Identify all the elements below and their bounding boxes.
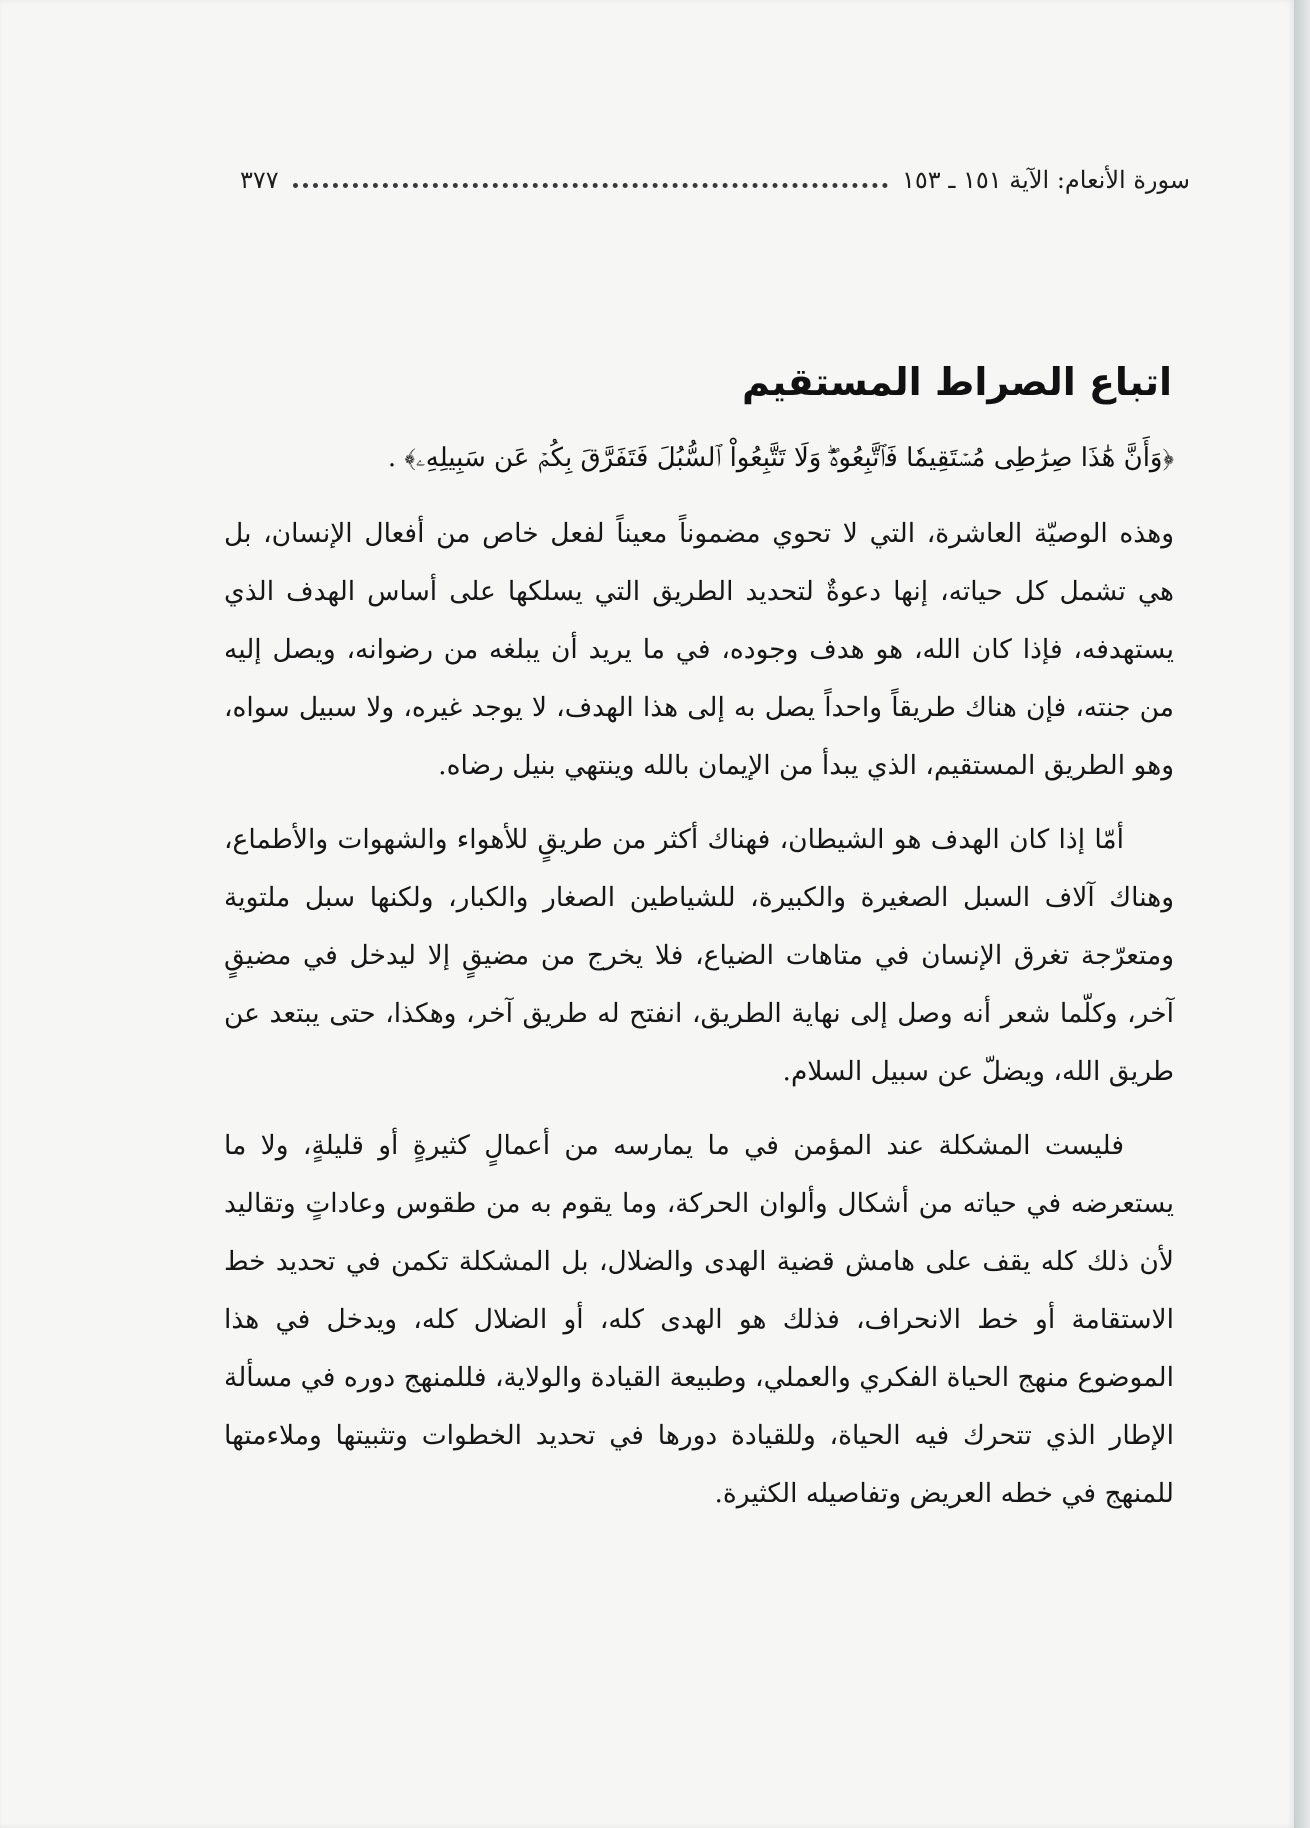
surah-title: سورة الأنعام: الآية ١٥١ ـ ١٥٣ (902, 166, 1190, 194)
scan-edge (1294, 0, 1310, 1828)
leader-dots (293, 181, 888, 188)
page-number: ٣٧٧ (240, 166, 279, 194)
paragraph-2: أمّا إذا كان الهدف هو الشيطان، فهناك أكثر من طريقٍ للأهواء والشهوات والأطماع، وهناك آلاف السبل الصغيرة والكبيرة، للشياطين الصغار والكبار، ولكنها سبل ملتوية ومتعرّجة تغرق الإنسان في متاهات الضياع، فلا يخرج من مضيقٍ إلا ليدخل في مضيقٍ آخر، وكلّما شعر أنه وصل إلى نهاية الطريق، انفتح له طريق آخر، وهكذا، حتى يبتعد عن طريق الله، ويضلّ عن سبيل السلام. (224, 824, 1174, 1087)
paragraph-3: فليست المشكلة عند المؤمن في ما يمارسه من أعمالٍ كثيرةٍ أو قليلةٍ، ولا ما يستعرضه في حياته من أشكال وألوان الحركة، وما يقوم به من طقوس وعاداتٍ وتقاليد لأن ذلك كله يقف على هامش قضية الهدى والضلال، بل المشكلة تكمن في تحديد خط الاستقامة أو خط الانحراف، فذلك هو الهدى كله، أو الضلال كله، ويدخل في هذا الموضوع منهج الحياة الفكري والعملي، وطبيعة القيادة والولاية، فللمنهج دوره في مسألة الإطار الذي تتحرك فيه الحياة، وللقيادة دورها في تحديد الخطوات وتثبيتها وملاءمتها للمنهج في خطه العريض وتفاصيله الكثيرة. (224, 1130, 1174, 1509)
running-header (240, 160, 1190, 200)
body-text (224, 505, 1174, 1539)
section-title: اتباع الصراط المستقيم (742, 360, 1172, 404)
quran-verse: ﴿وَأَنَّ هَٰذَا صِرَٰطِى مُسۡتَقِيمٗا فَٱتَّبِعُوهُۖ وَلَا تَتَّبِعُواْ ٱلسُّبُلَ فَتَفَرَّقَ بِكُمۡ عَن سَبِيلِهِۦ﴾ . (387, 443, 1174, 473)
paragraph-1: وهذه الوصيّة العاشرة، التي لا تحوي مضموناً معيناً لفعل خاص من أفعال الإنسان، بل هي تشمل كل حياته، إنها دعوةٌ لتحديد الطريق التي يسلكها على أساس الهدف الذي يستهدفه، فإذا كان الله، هو هدف وجوده، في ما يريد أن يبلغه من رضوانه، ويصل إليه من جنته، فإن هناك طريقاً واحداً يصل به إلى هذا الهدف، لا يوجد غيره، ولا سبيل سواه، وهو الطريق المستقيم، الذي يبدأ من الإيمان بالله وينتهي بنيل رضاه. (224, 518, 1174, 781)
